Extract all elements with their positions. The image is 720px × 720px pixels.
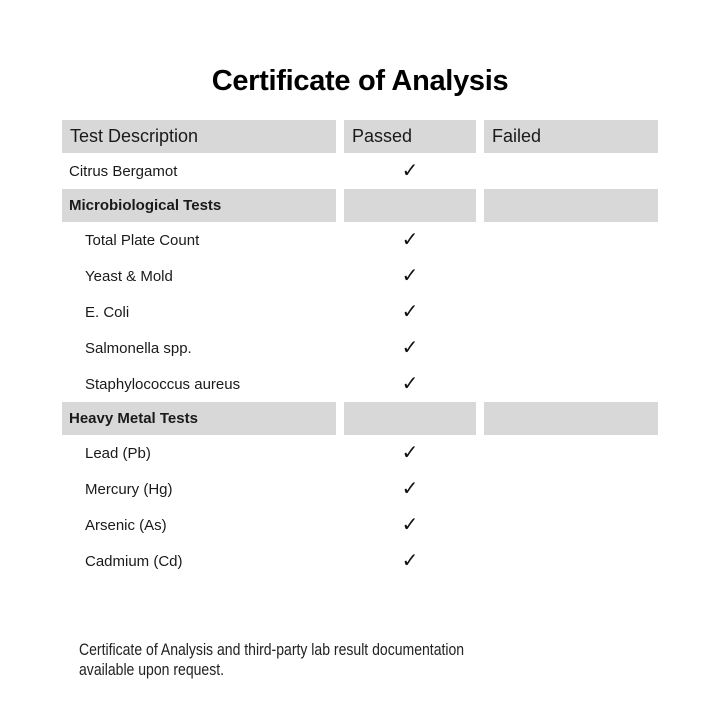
test-row [62,153,658,189]
failed-cell [484,402,658,435]
test-row [62,222,658,258]
test-row [62,543,658,579]
failed-cell [484,543,658,579]
failed-cell [484,153,658,189]
passed-cell [344,435,476,471]
failed-cell [484,294,658,330]
check-icon: ✓ [401,229,419,251]
passed-cell [344,222,476,258]
test-name: Salmonella spp. [85,339,192,357]
test-name: Cadmium (Cd) [85,552,183,570]
failed-cell [484,258,658,294]
failed-cell [484,507,658,543]
check-icon: ✓ [401,265,419,287]
check-icon: ✓ [401,514,419,536]
column-header-failed: Failed [484,120,658,153]
column-header-passed: Passed [344,120,476,153]
footer-note: Certificate of Analysis and third-party lab result documentation available upon request. [79,641,465,679]
passed-cell [344,153,476,189]
section-header-row [62,189,658,222]
test-row [62,366,658,402]
failed-cell [484,471,658,507]
test-row [62,435,658,471]
test-name: Arsenic (As) [85,516,167,534]
check-icon: ✓ [401,442,419,464]
passed-cell [344,294,476,330]
check-icon: ✓ [401,337,419,359]
table-body [62,153,658,579]
failed-cell [484,366,658,402]
check-icon: ✓ [401,478,419,500]
table-header-row [62,120,658,153]
check-icon: ✓ [401,550,419,572]
passed-cell [344,543,476,579]
test-row [62,330,658,366]
failed-cell [484,189,658,222]
passed-cell [344,471,476,507]
passed-cell [344,366,476,402]
test-row [62,471,658,507]
test-name: E. Coli [85,303,130,321]
passed-cell [344,330,476,366]
test-name: Staphylococcus aureus [85,375,241,393]
column-header-test-description: Test Description [62,120,336,153]
passed-cell [344,258,476,294]
test-row [62,294,658,330]
check-icon: ✓ [401,301,419,323]
failed-cell [484,222,658,258]
section-title: Microbiological Tests [62,189,336,222]
test-row [62,258,658,294]
check-icon: ✓ [401,373,419,395]
failed-cell [484,435,658,471]
section-title: Heavy Metal Tests [62,402,336,435]
passed-cell [344,189,476,222]
passed-cell [344,402,476,435]
test-row [62,507,658,543]
test-name: Citrus Bergamot [69,162,178,180]
test-name: Total Plate Count [85,231,200,249]
test-name: Lead (Pb) [85,444,151,462]
failed-cell [484,330,658,366]
section-header-row [62,402,658,435]
passed-cell [344,507,476,543]
test-name: Mercury (Hg) [85,480,173,498]
coa-table [62,120,658,579]
page-title: Certificate of Analysis [211,65,509,97]
test-name: Yeast & Mold [85,267,173,285]
check-icon: ✓ [401,160,419,182]
